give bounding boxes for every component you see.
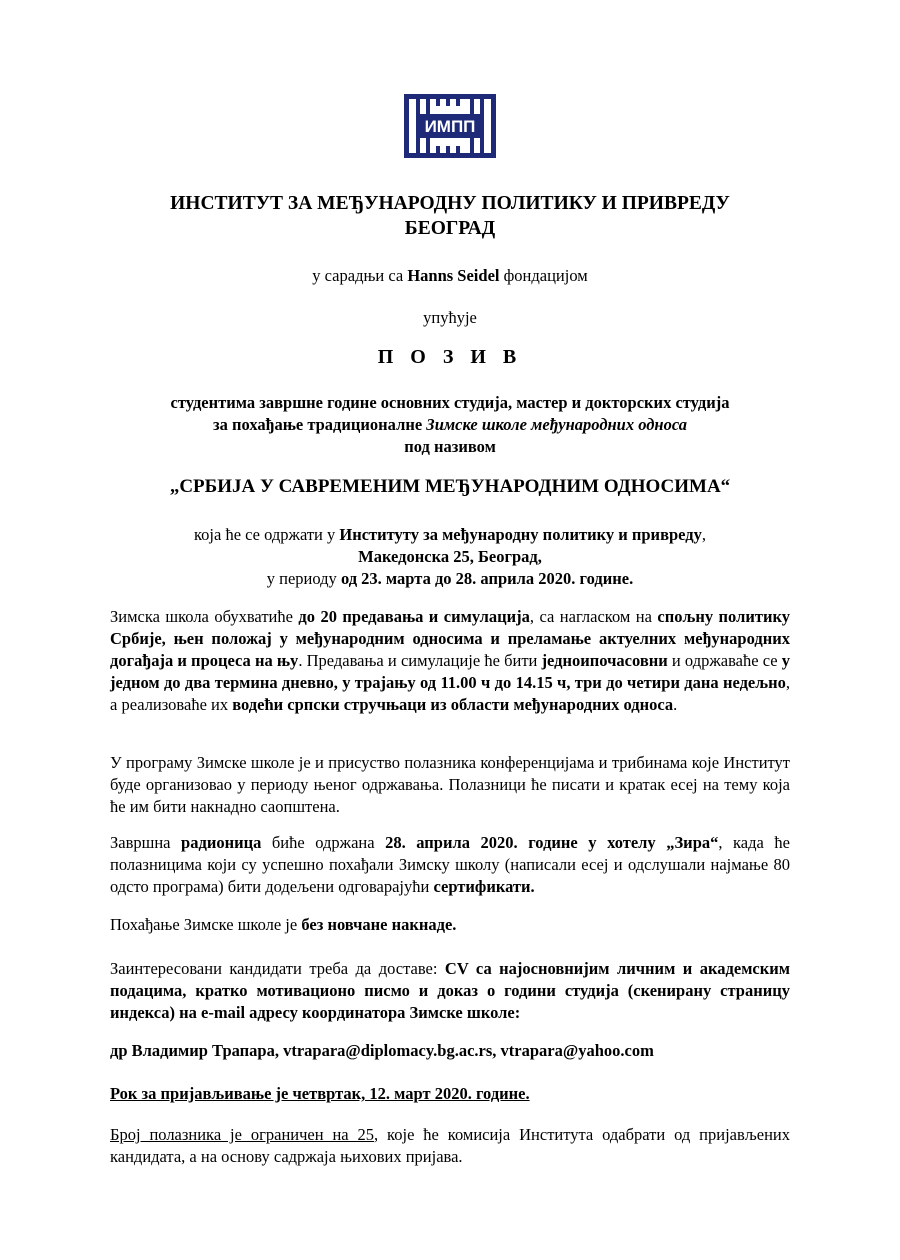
paragraph-text-run: CV са најосновнијим личним и академским подацима, кратко мотивационо писмо и доказ о години студија (скенирану страницу индекса) на e-mail адресу координатора Зимске школе: bbox=[110, 959, 791, 1022]
paragraph-text-run: . bbox=[673, 695, 678, 714]
cooperation-text-end: фондацијом bbox=[499, 266, 588, 285]
venue-comma: , bbox=[701, 525, 706, 544]
paragraph-workshop bbox=[110, 832, 790, 898]
paragraph-conferences: У програму Зимске школе је и присуство полазника конференцијама и трибинама које Институт буде организовао у периоду њеног одржавања. Полазници ће писати и кратак есеј на тему која ће им бити накнадно саопштена. bbox=[110, 753, 790, 816]
logo-text: ИМПП bbox=[424, 117, 476, 136]
paragraph-text-run: радионица bbox=[181, 833, 262, 852]
institute-name: ИНСТИТУТ ЗА МЕЂУНАРОДНУ ПОЛИТИКУ И ПРИВРЕДУ bbox=[170, 193, 730, 214]
paragraph-text-run: Похађање Зимске школе је bbox=[110, 915, 302, 934]
venue-text: која ће се одржати у bbox=[194, 525, 340, 544]
audience-line-2 bbox=[0, 414, 900, 436]
paragraph-text-run: Зимска школа обухватиће bbox=[110, 607, 299, 626]
paragraph-text-run: Заинтересовани кандидати треба да доставе: bbox=[110, 959, 445, 978]
participants-limit: Број полазника је ограничен на 25 bbox=[110, 1125, 375, 1144]
paragraph-text-run: Завршна bbox=[110, 833, 182, 852]
paragraph-text-run: сертификати. bbox=[433, 877, 535, 896]
paragraph-text-run: . Предавања и симулације ће бити bbox=[298, 651, 542, 670]
paragraph-text-run: , које ће комисија Института одабрати од пријављених кандидата, а на основу садржаја њихових пријава. bbox=[110, 1125, 791, 1166]
sends-line: упућује bbox=[423, 308, 477, 327]
paragraph-text-run: , са нагласком на bbox=[529, 607, 658, 626]
paragraph-text-run: и одржаваће се bbox=[667, 651, 782, 670]
school-title: „СРБИЈА У САВРЕМЕНИМ МЕЂУНАРОДНИМ ОДНОСИМА“ bbox=[169, 476, 731, 497]
audience-line-3: под називом bbox=[404, 437, 496, 456]
period-dates: од 23. марта до 28. априла 2020. године. bbox=[340, 569, 634, 588]
venue-institute: Институту за међународну политику и привреду bbox=[339, 525, 702, 544]
paragraph-participants bbox=[110, 1124, 790, 1168]
paragraph-fee bbox=[110, 914, 790, 936]
venue-line-1 bbox=[0, 524, 900, 546]
audience-line-2-text: за похађање традиционалне bbox=[212, 415, 427, 434]
school-name: Зимске школе међународних односа bbox=[426, 415, 687, 434]
paragraph-text-run: , када ће полазницима који су успешно похађали Зимску школу (написали есеј и одслушали најмање 80 одсто програма) бити додељени одговарајући bbox=[110, 833, 790, 896]
cooperation-text: у сарадњи са bbox=[312, 266, 408, 285]
period-text: у периоду bbox=[266, 569, 341, 588]
cooperation-line bbox=[0, 265, 900, 287]
invitation-heading: П О З И В bbox=[377, 346, 523, 368]
institute-city: БЕОГРАД bbox=[404, 218, 496, 239]
audience-line-1: студентима завршне године основних студија, мастер и докторских студија bbox=[170, 393, 730, 412]
paragraph-text-run: једноипочасовни bbox=[541, 651, 668, 670]
impp-logo bbox=[404, 94, 496, 158]
paragraph-text-run: у једном до два термина дневно, у трајању од 11.00 ч до 14.15 ч, три до четири дана недељно bbox=[110, 651, 790, 692]
venue-period bbox=[0, 568, 900, 590]
paragraph-text-run: спољну политику Србије, њен положај у међународним односима и преламање актуелних међународних догађаја и процеса на њу bbox=[110, 607, 790, 670]
foundation-name: Hanns Seidel bbox=[407, 266, 500, 285]
venue-address: Македонска 25, Београд, bbox=[358, 547, 542, 566]
paragraph-text-run: водећи српски стручњаци из области међународних односа bbox=[232, 695, 674, 714]
paragraph-text-run: биће одржана bbox=[261, 833, 386, 852]
deadline-text: Рок за пријављивање је четвртак, 12. март 2020. године. bbox=[110, 1084, 530, 1103]
paragraph-text-run: , а реализоваће их bbox=[110, 673, 790, 714]
paragraph-application bbox=[110, 958, 790, 1024]
paragraph-program bbox=[110, 606, 790, 716]
institute-header bbox=[0, 191, 900, 241]
paragraph-text-run: без новчане накнаде. bbox=[301, 915, 457, 934]
paragraph-text-run: 28. априла 2020. године у хотелу „Зира“ bbox=[385, 833, 719, 852]
contact-line: др Владимир Трапара, vtrapara@diplomacy.bg.ac.rs, vtrapara@yahoo.com bbox=[110, 1041, 654, 1060]
paragraph-text-run: до 20 предавања и симулација bbox=[298, 607, 530, 626]
deadline-line bbox=[110, 1083, 790, 1105]
